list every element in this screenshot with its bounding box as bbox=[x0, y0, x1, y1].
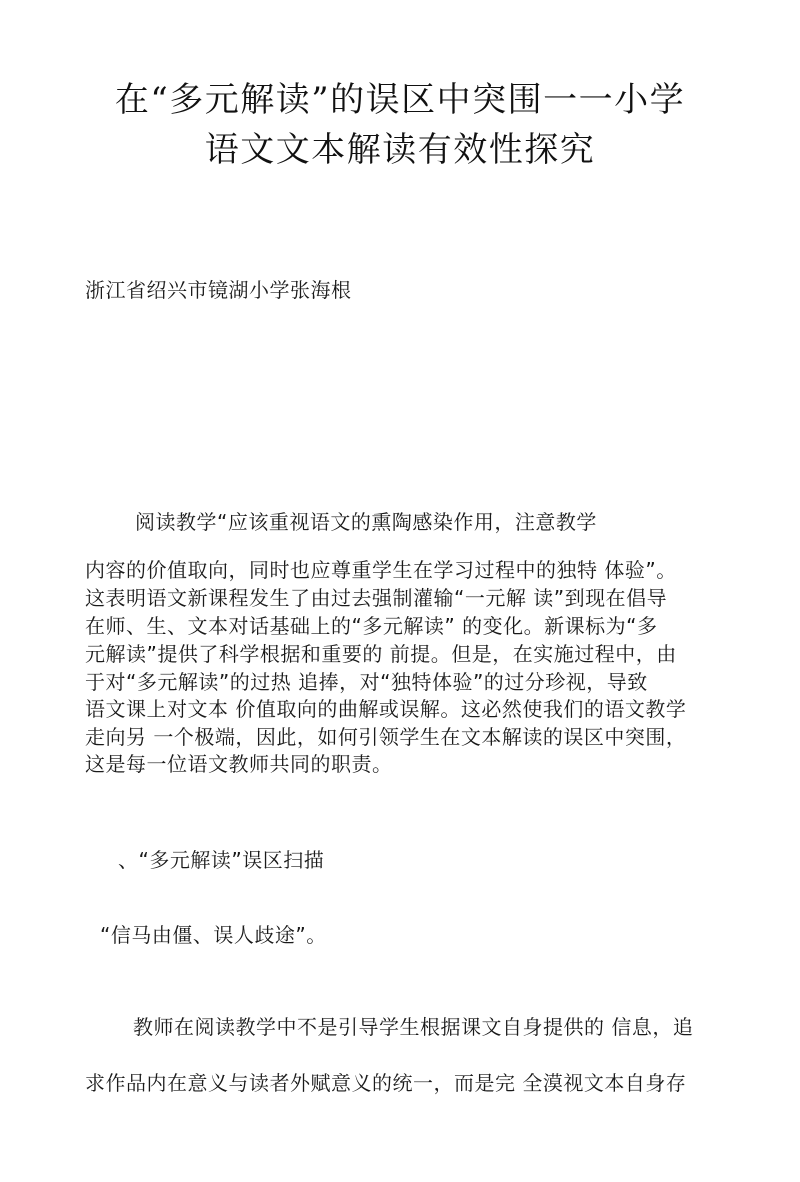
paragraph-1-line: 这表明语文新课程发生了由过去强制灌输“一元解 读”到现在倡导 bbox=[85, 586, 668, 610]
paragraph-1-line: 走向另 一个极端，因此，如何引领学生在文本解读的误区中突围， bbox=[85, 725, 687, 749]
paragraph-1-line: 元解读”提供了科学根据和重要的 前提。但是，在实施过程中，由 bbox=[85, 642, 677, 666]
subheading: “信马由僵、误人歧途”。 bbox=[100, 923, 327, 947]
author-line: 浙江省绍兴市镜湖小学张海根 bbox=[85, 278, 352, 302]
paragraph-2-line: 求作品内在意义与读者外赋意义的统一，而是完 全漠视文本自身存 bbox=[85, 1071, 687, 1095]
paragraph-1-line: 于对“多元解读”的过热 追捧，对“独特体验”的过分珍视，导致 bbox=[85, 670, 648, 694]
paragraph-1-line: 语文课上对文本 价值取向的曲解或误解。这必然使我们的语文教学 bbox=[85, 697, 687, 721]
paragraph-1-line: 内容的价值取向，同时也应尊重学生在学习过程中的独特 体验”。 bbox=[85, 558, 677, 582]
section-heading: 、“多元解读”误区扫描 bbox=[118, 848, 325, 872]
paragraph-1-line: 在师、生、文本对话基础上的“多元解读” 的变化。新课标为“多 bbox=[85, 614, 658, 638]
document-title-line-2: 语文文本解读有效性探究 bbox=[204, 130, 596, 170]
paragraph-2-line: 教师在阅读教学中不是引导学生根据课文自身提供的 信息，追 bbox=[133, 1015, 694, 1039]
document-title-line-1: 在“多元解读”的误区中突围一一小学 bbox=[114, 80, 686, 120]
paragraph-1-first-line: 阅读教学“应该重视语文的熏陶感染作用，注意教学 bbox=[135, 510, 597, 534]
paragraph-1-line: 这是每一位语文教师共同的职责。 bbox=[85, 752, 393, 776]
